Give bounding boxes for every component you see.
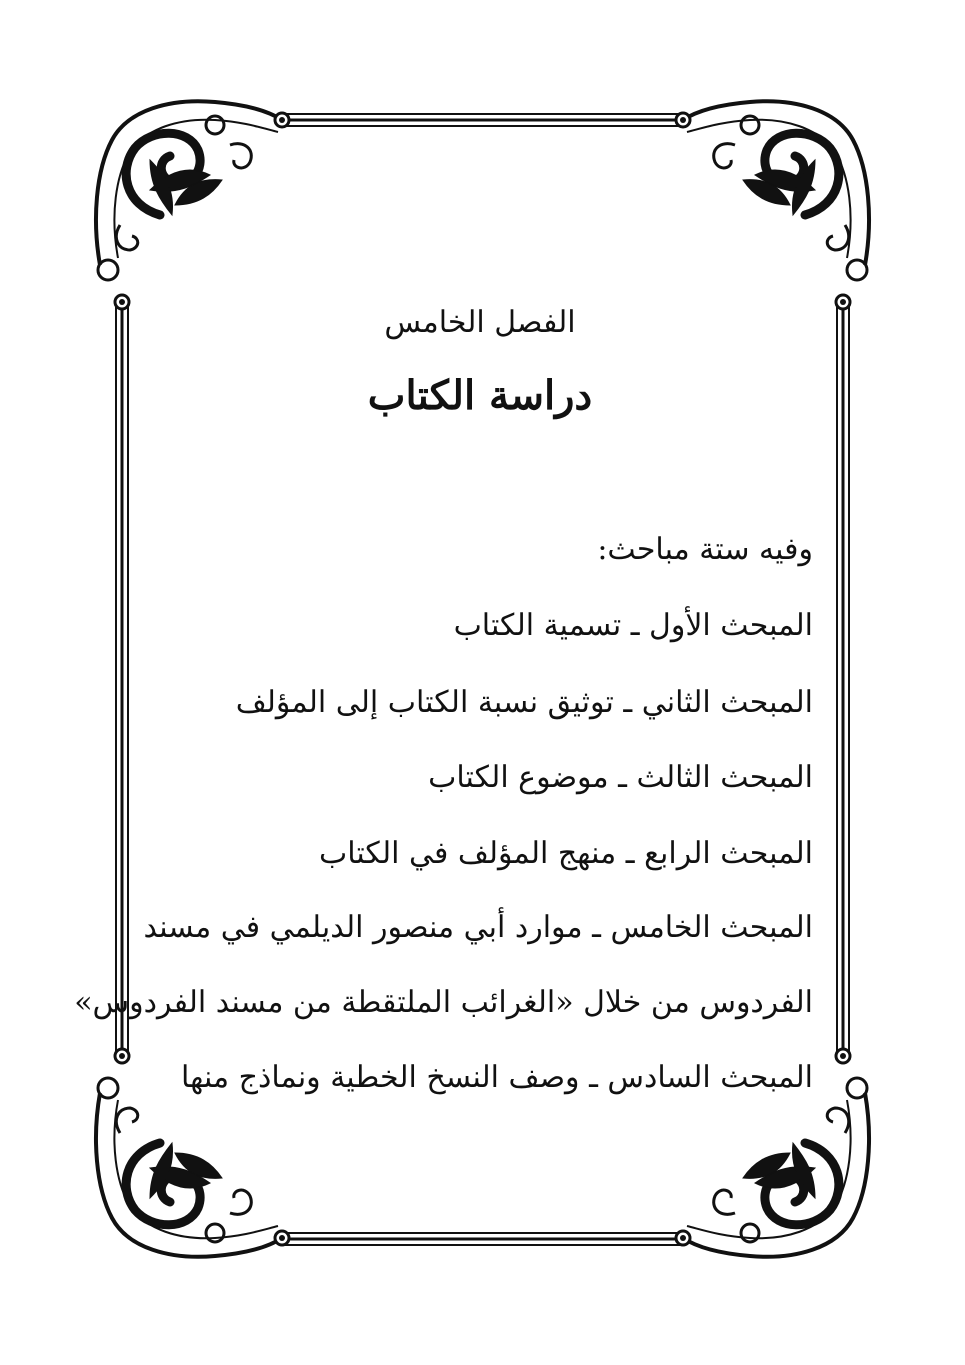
chapter-label: الفصل الخامس bbox=[384, 305, 576, 340]
list-item: المبحث الرابع ـ منهج المؤلف في الكتاب bbox=[318, 836, 813, 871]
chapter-title: دراسة الكتاب bbox=[367, 372, 593, 419]
intro-text: وفيه ستة مباحث: bbox=[597, 532, 813, 567]
corner-ornament-top-right bbox=[676, 101, 869, 309]
list-item: المبحث السادس ـ وصف النسخ الخطية ونماذج منها bbox=[181, 1060, 813, 1095]
list-item: المبحث الخامس ـ موارد أبي منصور الديلمي في مسند bbox=[143, 910, 813, 945]
list-item-continuation: الفردوس من خلال «الغرائب الملتقطة من مسند الفردوس» bbox=[74, 985, 813, 1020]
corner-ornament-top-left bbox=[96, 101, 289, 309]
list-item: المبحث الثالث ـ موضوع الكتاب bbox=[428, 760, 813, 795]
list-item: المبحث الثاني ـ توثيق نسبة الكتاب إلى المؤلف bbox=[235, 685, 813, 720]
list-item: المبحث الأول ـ تسمية الكتاب bbox=[453, 608, 813, 643]
